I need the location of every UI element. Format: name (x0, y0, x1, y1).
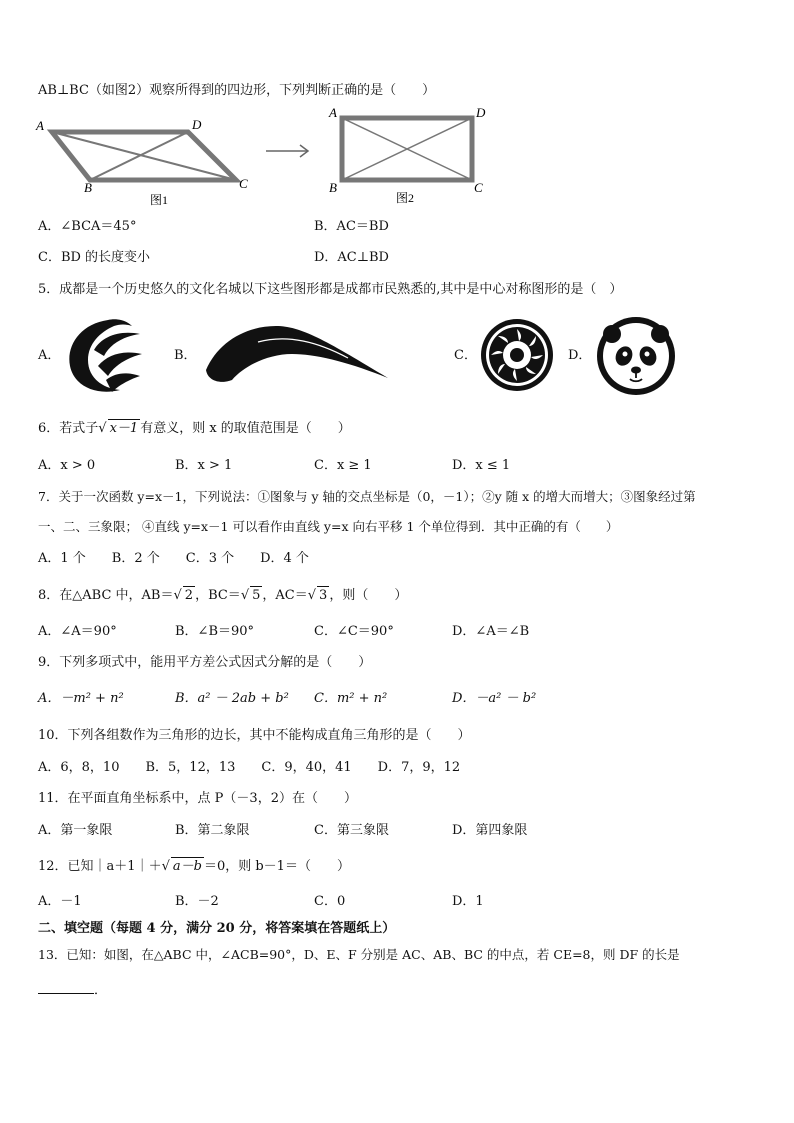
q5-option-d-label[interactable]: D． (568, 348, 592, 363)
q8-radicand-bc: 5 (252, 588, 261, 603)
fig1-label-d: D (192, 117, 202, 132)
q6-option-b[interactable]: B．x > 1 (175, 458, 233, 473)
fig2-label-a: A (329, 105, 337, 120)
q8-radicand-ac: 3 (319, 588, 328, 603)
fig1-caption: 图1 (150, 193, 169, 207)
q13-period: ． (94, 983, 108, 998)
q12-stem (38, 857, 350, 876)
q11-option-d[interactable]: D．第四象限 (452, 823, 528, 838)
q4-stem: AB⊥BC（如图2）观察所得到的四边形，下列判断正确的是（ ） (38, 83, 436, 98)
q8-post: ，则（ ） (329, 588, 408, 603)
q10-stem: 10．下列各组数作为三角形的边长，其中不能构成直角三角形的是（ ） (38, 728, 471, 743)
q11-option-a[interactable]: A．第一象限 (38, 823, 113, 838)
q11-option-c[interactable]: C．第三象限 (314, 823, 389, 838)
q7-options[interactable]: A．1 个 B．2 个 C．3 个 D．4 个 (38, 551, 309, 566)
q12-radicand: a－b (172, 859, 202, 874)
q12-post: ＝0，则 b－1＝（ ） (203, 859, 350, 874)
q12-option-b[interactable]: B．－2 (175, 894, 219, 909)
q8-stem (38, 586, 407, 605)
q6-option-d[interactable]: D．x ≤ 1 (452, 458, 511, 473)
q8-option-d[interactable]: D．∠A＝∠B (452, 624, 530, 639)
q5-stem: 5．成都是一个历史悠久的文化名城以下这些图形都是成都市民熟悉的,其中是中心对称图形的是（ ） (38, 282, 623, 297)
sqrt-icon: √ (173, 588, 182, 603)
q10-options[interactable]: A．6，8，10 B．5，12，13 C．9，40，41 D．7，9，12 (38, 760, 461, 775)
fig2-caption: 图2 (396, 191, 415, 205)
q8-radicand-ab: 2 (184, 588, 194, 603)
q5-figure-d-panda (594, 314, 678, 398)
q8-option-c[interactable]: C．∠C＝90° (314, 624, 394, 639)
sqrt-icon: √ (307, 588, 317, 603)
q13-answer-blank[interactable] (38, 993, 94, 994)
q11-option-b[interactable]: B．第二象限 (175, 823, 250, 838)
sqrt-icon: √ (98, 421, 107, 436)
fig2-label-b: B (329, 180, 337, 195)
q8-option-a[interactable]: A．∠A＝90° (38, 624, 117, 639)
q6-option-c[interactable]: C．x ≥ 1 (314, 458, 372, 473)
q9-option-b[interactable]: B．a² － 2ab + b² (175, 691, 289, 706)
q11-stem: 11．在平面直角坐标系中，点 P（－3，2）在（ ） (38, 791, 357, 806)
fig1-label-c: C (239, 176, 248, 191)
q5-figure-a-crescent-swirl (62, 314, 152, 398)
sqrt-icon: √ (240, 588, 250, 603)
section-2-title: 二、填空题（每题 4 分，满分 20 分，将答案填在答题纸上） (38, 921, 396, 936)
fig1-label-a: A (36, 118, 44, 133)
q4-option-d[interactable]: D．AC⊥BD (314, 250, 389, 265)
q6-stem-before: 6．若式子 (38, 421, 99, 436)
q8-option-b[interactable]: B．∠B＝90° (175, 624, 255, 639)
arrow-icon (264, 142, 314, 160)
q6-radicand: x－1 (109, 421, 139, 436)
q12-option-d[interactable]: D．1 (452, 894, 484, 909)
q13-answer-line (38, 982, 107, 1000)
q9-option-d[interactable]: D．－a² － b² (452, 691, 537, 706)
q13-stem-line-1: 13．已知：如图，在△ABC 中，∠ACB=90°，D、E、F 分别是 AC、AB、BC 的中点，若 CE=8，则 DF 的长是 (38, 947, 680, 962)
q9-stem: 9．下列多项式中，能用平方差公式因式分解的是（ ） (38, 655, 372, 670)
q9-option-c[interactable]: C．m² + n² (314, 691, 388, 706)
q9-option-a[interactable]: A．－m² + n² (38, 691, 124, 706)
q4-option-c[interactable]: C．BD 的长度变小 (38, 250, 151, 265)
q12-pre: 12．已知｜a＋1｜＋ (38, 859, 162, 874)
q6-stem-after: 有意义，则 x 的取值范围是（ ） (140, 421, 351, 436)
fig2-label-c: C (474, 180, 483, 195)
q5-option-b-label[interactable]: B． (174, 348, 197, 363)
q6-stem (38, 419, 351, 438)
q4-option-a[interactable]: A．∠BCA＝45° (38, 219, 137, 234)
q5-option-a-label[interactable]: A． (38, 348, 61, 363)
q6-option-a[interactable]: A．x > 0 (38, 458, 96, 473)
q7-stem-line-1: 7．关于一次函数 y=x－1，下列说法：①图象与 y 轴的交点坐标是（0，－1）；②y 随 x 的增大而增大；③图象经过第 (38, 489, 696, 504)
q5-figure-c-sun-ring (478, 316, 556, 394)
figure-2-rectangle (326, 104, 496, 208)
q12-option-a[interactable]: A．－1 (38, 894, 82, 909)
q7-stem-line-2: 一、二、三象限； ④直线 y=x－1 可以看作由直线 y=x 向右平移 1 个单位得到．其中正确的有（ ） (38, 519, 619, 534)
fig2-label-d: D (476, 105, 486, 120)
q12-option-c[interactable]: C．0 (314, 894, 346, 909)
q5-figure-b-wing (198, 320, 394, 386)
q8-pre: 8．在△ABC 中，AB＝ (38, 588, 174, 603)
q5-option-c-label[interactable]: C． (454, 348, 477, 363)
fig1-label-b: B (84, 180, 92, 195)
q4-option-b[interactable]: B．AC＝BD (314, 219, 389, 234)
q8-mid-2: ，AC＝ (262, 588, 308, 603)
q8-mid-1: ，BC＝ (195, 588, 241, 603)
sqrt-icon: √ (161, 859, 170, 874)
figure-1-parallelogram (36, 112, 256, 208)
